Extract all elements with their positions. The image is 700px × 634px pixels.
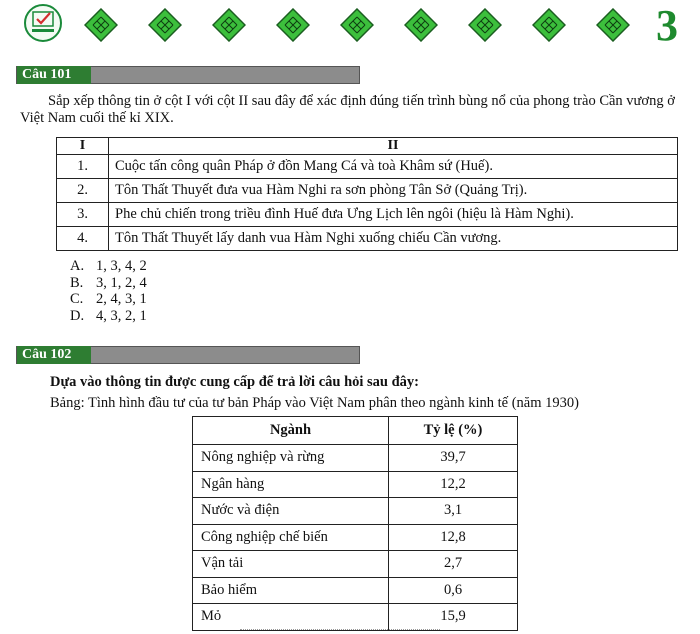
sector-value: 39,7 xyxy=(389,445,518,472)
page-number: 3 xyxy=(656,1,678,50)
row-number: 1. xyxy=(57,155,109,179)
table-header-row xyxy=(57,138,678,155)
option-c[interactable] xyxy=(70,291,147,308)
table-row xyxy=(57,203,678,227)
column-header-sector: Ngành xyxy=(193,417,389,445)
option-letter: D. xyxy=(70,307,85,324)
table-header-row xyxy=(193,417,518,445)
diamond-icon xyxy=(84,8,118,42)
table-row xyxy=(57,227,678,251)
option-text: 2, 4, 3, 1 xyxy=(96,291,147,307)
diamond-icon xyxy=(148,8,182,42)
question-101-prompt: Sắp xếp thông tin ở cột I với cột II sau đây để xác định đúng tiến trình bùng nổ của phong trào Cần vương ở Việt Nam cuối thế kỉ XIX. xyxy=(20,93,675,126)
sector-value: 0,6 xyxy=(389,577,518,604)
page-header xyxy=(0,0,700,52)
sector-value: 3,1 xyxy=(389,498,518,525)
question-101-label: Câu 101 xyxy=(17,66,91,84)
diamond-row xyxy=(70,4,630,44)
sector-value: 15,9 xyxy=(389,604,518,631)
row-number: 2. xyxy=(57,179,109,203)
option-letter: A. xyxy=(70,258,85,274)
question-102-label: Câu 102 xyxy=(17,346,91,364)
sector-name: Mỏ xyxy=(193,604,389,631)
table-row xyxy=(193,577,518,604)
table-row xyxy=(193,471,518,498)
page-bottom-divider xyxy=(240,629,440,634)
sector-name: Vận tải xyxy=(193,551,389,578)
option-b[interactable] xyxy=(70,275,147,292)
option-text: 3, 1, 2, 4 xyxy=(96,274,147,291)
table-row xyxy=(57,155,678,179)
diamond-icon xyxy=(468,8,502,42)
table-row xyxy=(193,551,518,578)
diamond-icon xyxy=(596,8,630,42)
column-header-ii: II xyxy=(109,138,678,155)
matching-table xyxy=(56,137,678,251)
question-102-bar xyxy=(16,346,360,364)
sector-value: 12,2 xyxy=(389,471,518,498)
question-102-instruction: Dựa vào thông tin được cung cấp để trả lời câu hỏi sau đây: xyxy=(50,374,420,390)
diamond-icon xyxy=(276,8,310,42)
diamond-icon xyxy=(532,8,566,42)
sector-name: Ngân hàng xyxy=(193,471,389,498)
question-101-bar xyxy=(16,66,360,84)
sector-name: Công nghiệp chế biến xyxy=(193,524,389,551)
sector-name: Nông nghiệp và rừng xyxy=(193,445,389,472)
row-text: Cuộc tấn công quân Pháp ở đồn Mang Cá và toà Khâm sứ (Huế). xyxy=(109,155,678,179)
diamond-icon xyxy=(340,8,374,42)
table-row xyxy=(193,445,518,472)
table-row xyxy=(57,179,678,203)
diamond-icon xyxy=(404,8,438,42)
option-text: 4, 3, 2, 1 xyxy=(96,307,147,324)
answer-options xyxy=(70,258,147,324)
option-letter: B. xyxy=(70,274,84,291)
row-number: 3. xyxy=(57,203,109,227)
logo-icon xyxy=(24,4,62,42)
table-row xyxy=(193,604,518,631)
row-text: Tôn Thất Thuyết đưa vua Hàm Nghi ra sơn phòng Tân Sở (Quảng Trị). xyxy=(109,179,678,203)
diamond-icon xyxy=(212,8,246,42)
column-header-i: I xyxy=(57,138,109,155)
row-text: Phe chủ chiến trong triều đình Huế đưa Ưng Lịch lên ngôi (hiệu là Hàm Nghi). xyxy=(109,203,678,227)
column-header-percent: Tỷ lệ (%) xyxy=(389,417,518,445)
row-number: 4. xyxy=(57,227,109,251)
row-text: Tôn Thất Thuyết lấy danh vua Hàm Nghi xuống chiếu Cần vương. xyxy=(109,227,678,251)
option-letter: C. xyxy=(70,291,84,307)
table-row xyxy=(193,498,518,525)
sector-name: Nước và điện xyxy=(193,498,389,525)
sector-value: 12,8 xyxy=(389,524,518,551)
option-d[interactable] xyxy=(70,308,147,325)
option-text: 1, 3, 4, 2 xyxy=(96,258,147,274)
sector-name: Bảo hiểm xyxy=(193,577,389,604)
table-row xyxy=(193,524,518,551)
table-caption: Bảng: Tình hình đầu tư của tư bản Pháp vào Việt Nam phân theo ngành kinh tế (năm 1930) xyxy=(50,395,579,411)
option-a[interactable] xyxy=(70,258,147,275)
sector-value: 2,7 xyxy=(389,551,518,578)
investment-table xyxy=(192,416,518,631)
